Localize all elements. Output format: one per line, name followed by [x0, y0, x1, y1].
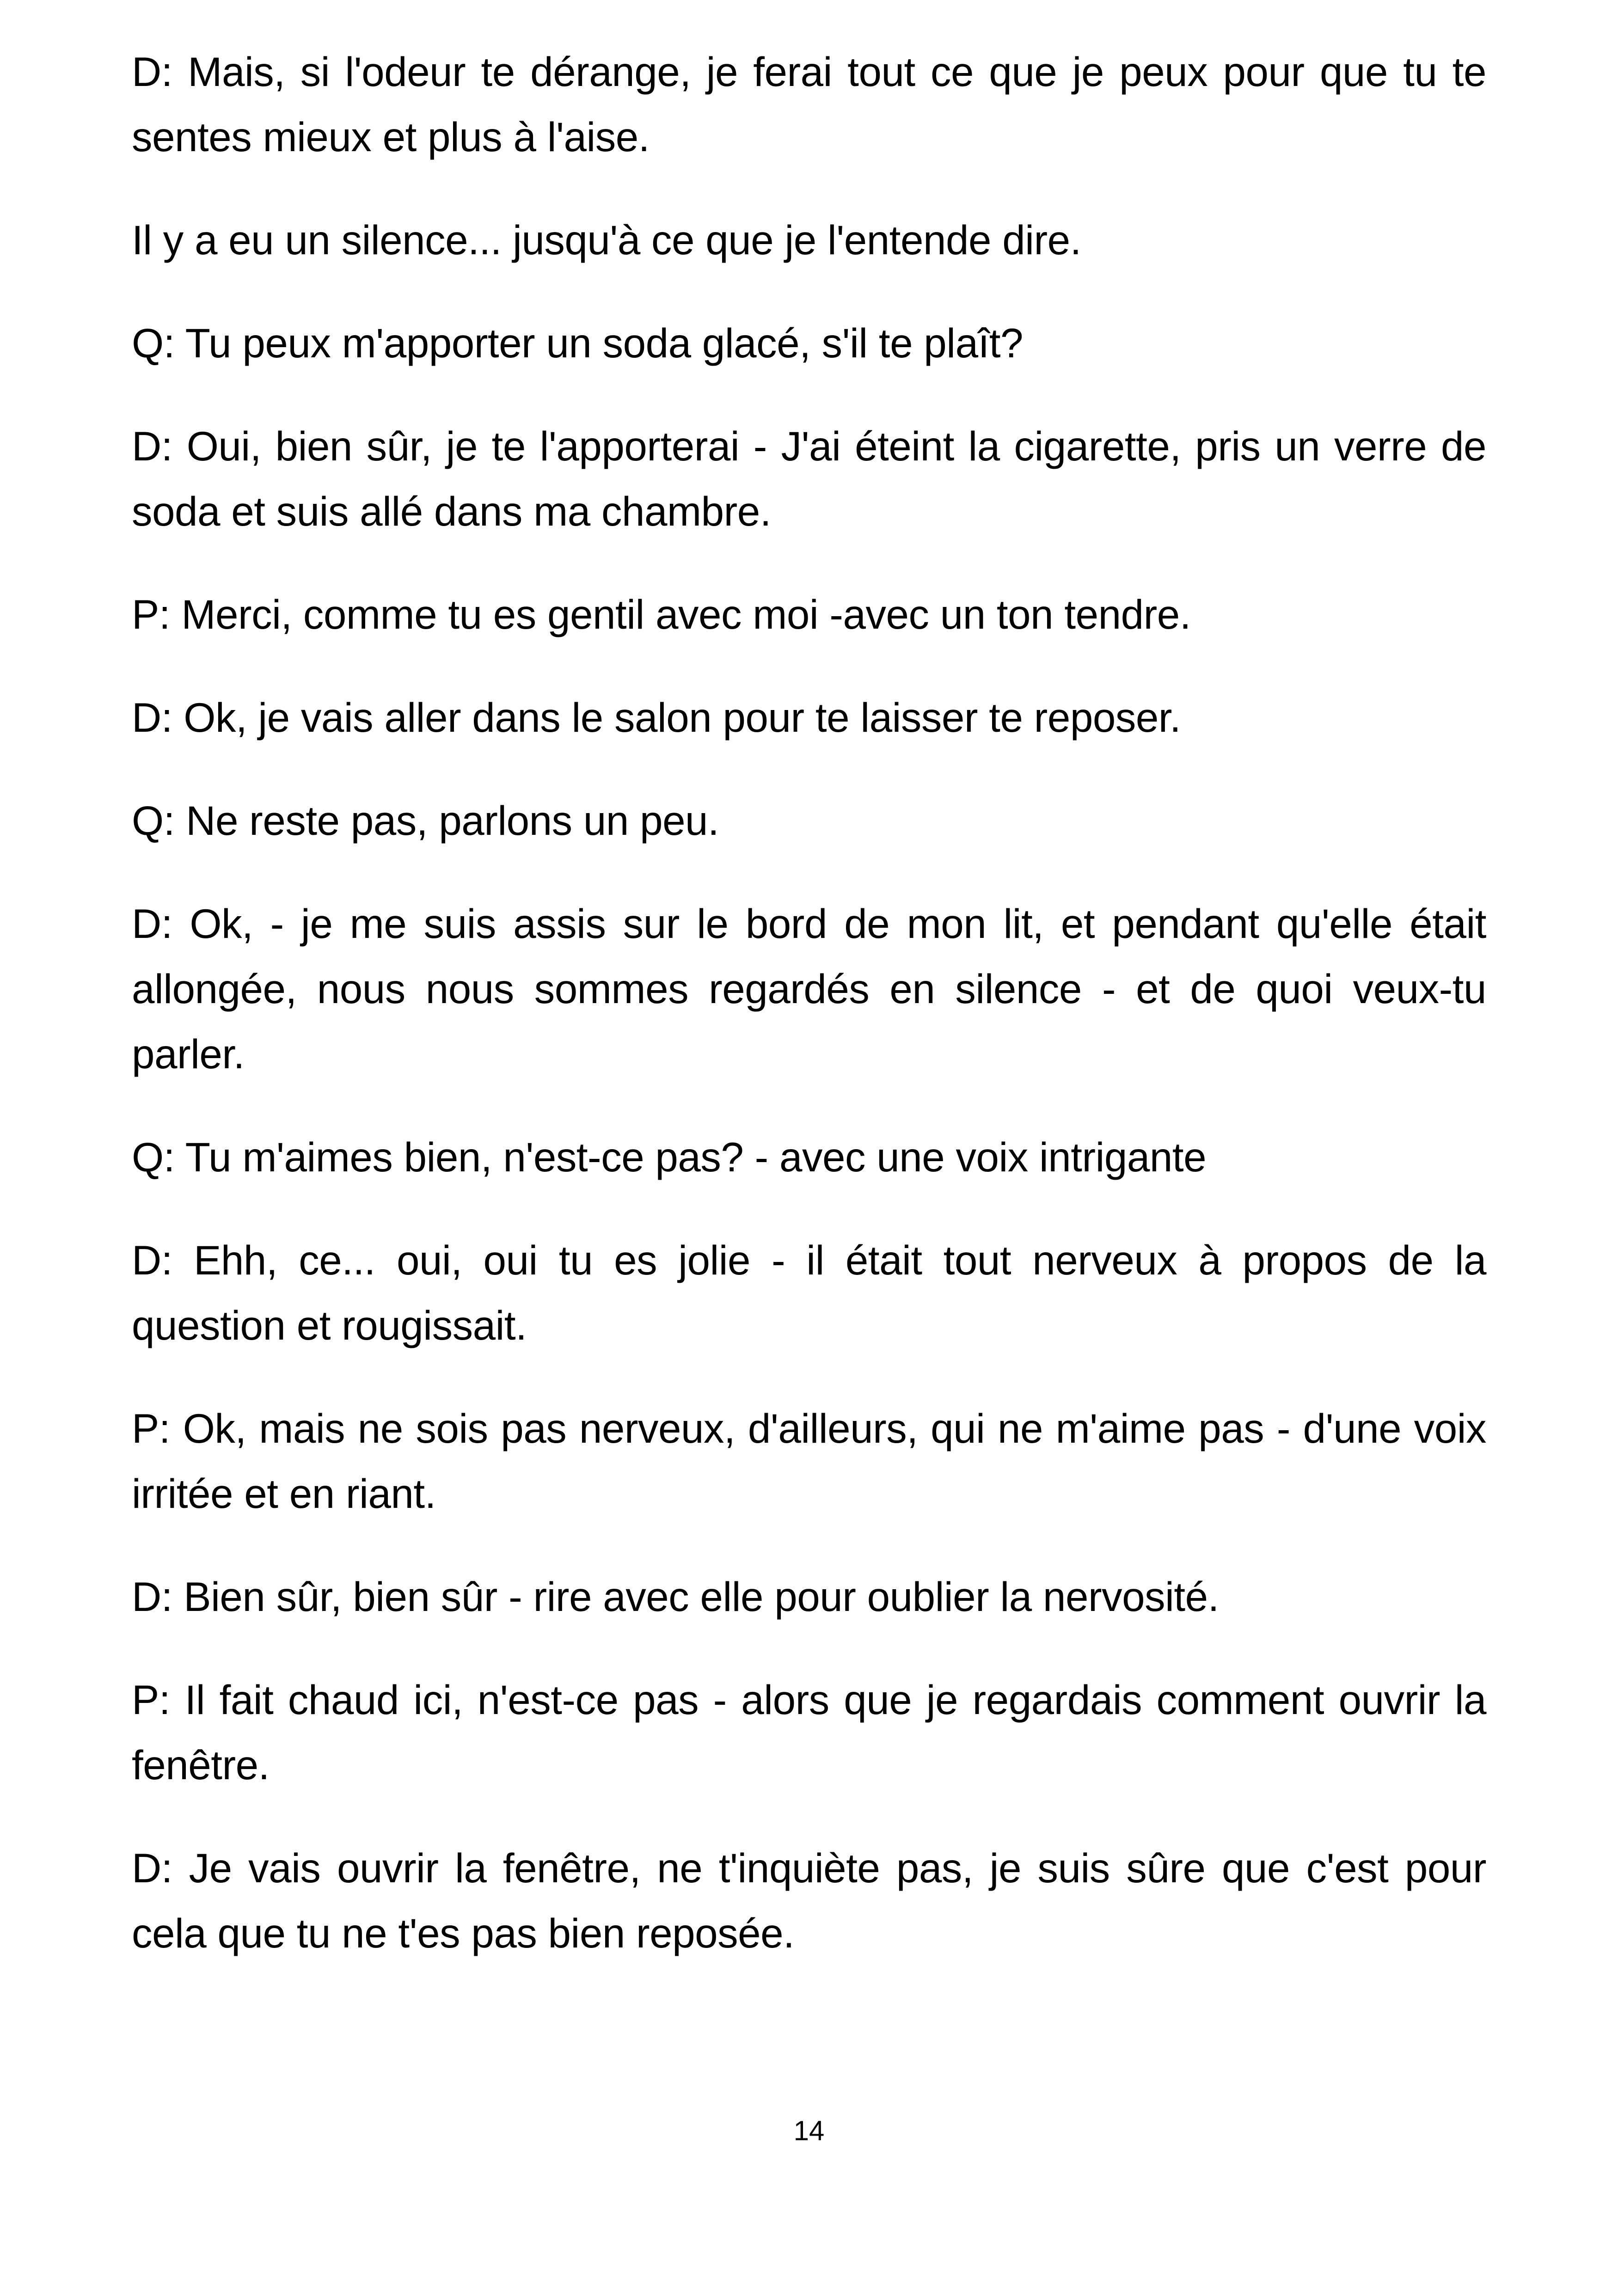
paragraph: P: Merci, comme tu es gentil avec moi -avec un ton tendre. — [132, 591, 1191, 637]
paragraph: D: Ok, je vais aller dans le salon pour te laisser te reposer. — [132, 694, 1181, 741]
paragraph: D: Ok, - je me suis assis sur le bord de mon lit, et pendant qu'elle était allongée, nous nous sommes regardés en silence - et de quoi veux-tu parler. — [132, 900, 1486, 1077]
paragraph: D: Oui, bien sûr, je te l'apporterai - J'ai éteint la cigarette, pris un verre de soda et suis allé dans ma chambre. — [132, 423, 1486, 534]
paragraph: D: Bien sûr, bien sûr - rire avec elle pour oublier la nervosité. — [132, 1574, 1219, 1620]
paragraph: Q: Ne reste pas, parlons un peu. — [132, 797, 719, 844]
body-text — [132, 39, 1486, 1966]
paragraph: D: Ehh, ce... oui, oui tu es jolie - il était tout nerveux à propos de la question et rougissait. — [132, 1237, 1486, 1348]
paragraph: Q: Tu m'aimes bien, n'est-ce pas? - avec une voix intrigante — [132, 1134, 1207, 1180]
paragraph: D: Mais, si l'odeur te dérange, je ferai tout ce que je peux pour que tu te sentes mieux et plus à l'aise. — [132, 49, 1486, 160]
paragraph: D: Je vais ouvrir la fenêtre, ne t'inquiète pas, je suis sûre que c'est pour cela que tu ne t'es pas bien reposée. — [132, 1845, 1486, 1956]
paragraph: P: Ok, mais ne sois pas nerveux, d'ailleurs, qui ne m'aime pas - d'une voix irritée et en riant. — [132, 1405, 1486, 1517]
paragraph: Il y a eu un silence... jusqu'à ce que je l'entende dire. — [132, 217, 1081, 263]
page-number: 14 — [793, 2115, 825, 2146]
paragraph: P: Il fait chaud ici, n'est-ce pas - alors que je regardais comment ouvrir la fenêtre. — [132, 1677, 1486, 1788]
paragraph: Q: Tu peux m'apporter un soda glacé, s'il te plaît? — [132, 320, 1024, 366]
